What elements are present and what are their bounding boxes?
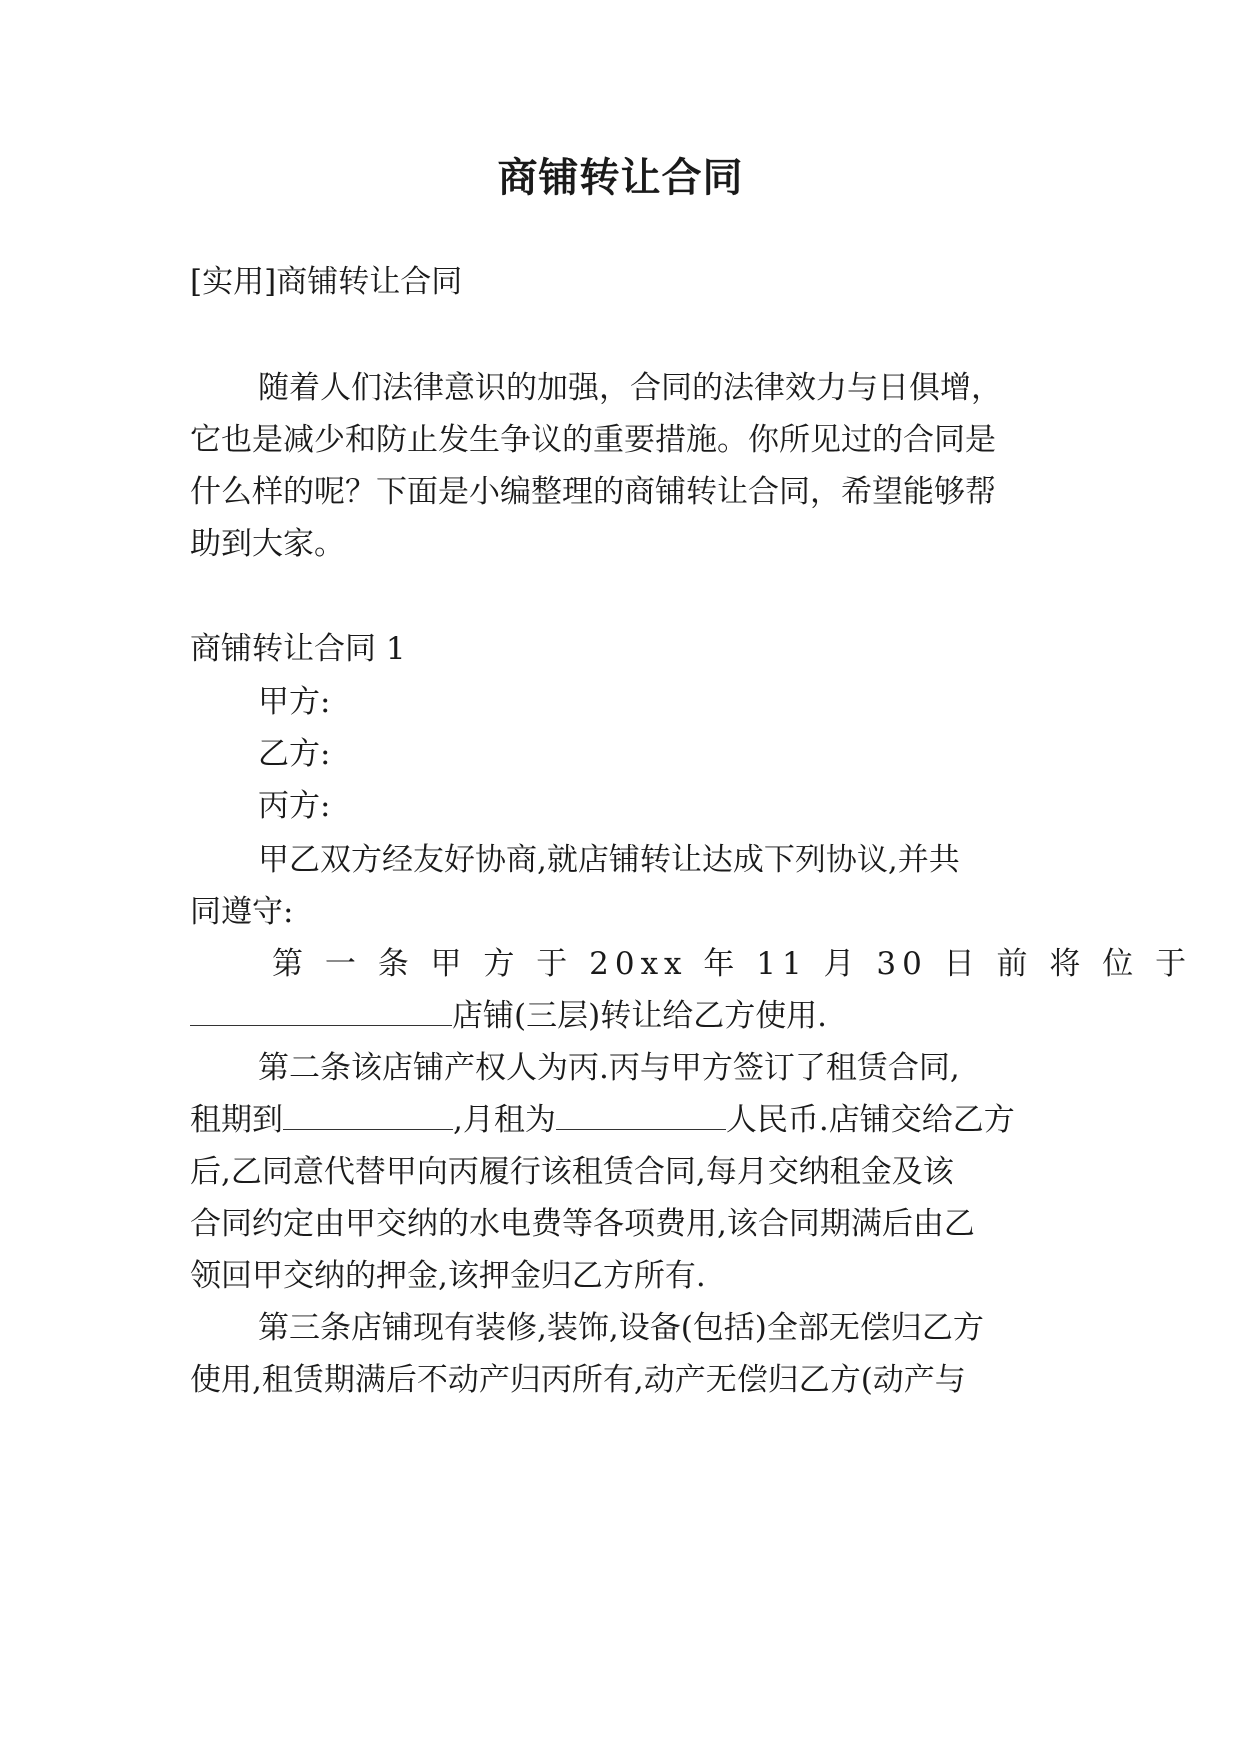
party-b-label: 乙方: [258,736,331,772]
lease-term-label: 租期到 [190,1102,283,1138]
intro-line-2: 它也是减少和防止发生争议的重要措施。你所见过的合同是 [190,422,996,458]
lease-term-blank [283,1099,453,1130]
contract-heading: 商铺转让合同 1 [190,631,406,667]
article-2-line-2 [190,1098,1060,1142]
article-3-line-1: 第三条店铺现有装修,装饰,设备(包括)全部无偿归乙方 [258,1310,984,1346]
article-1-line-1 [272,942,1193,986]
article-2-line-4: 合同约定由甲交纳的水电费等各项费用,该合同期满后由乙 [190,1206,975,1242]
intro-line-4: 助到大家。 [190,526,345,562]
document-title: 商铺转让合同 [497,154,744,201]
currency-text: 人民币.店铺交给乙方 [725,1102,1015,1138]
party-a-label: 甲方: [258,684,331,720]
preamble-line-2: 同遵守: [190,894,294,930]
intro-line-1: 随着人们法律意识的加强，合同的法律效力与日俱增， [258,370,1002,406]
document-subtitle: [实用]商铺转让合同 [190,264,463,300]
intro-line-3: 什么样的呢？下面是小编整理的商铺转让合同，希望能够帮 [190,474,996,510]
article-1-line-2 [190,994,1060,1038]
preamble-line-1: 甲乙双方经友好协商,就店铺转让达成下列协议,并共 [258,842,960,878]
location-blank [190,995,452,1026]
article-2-line-5: 领回甲交纳的押金,该押金归乙方所有. [190,1258,706,1294]
article-2-line-3: 后,乙同意代替甲向丙履行该租赁合同,每月交纳租金及该 [190,1154,954,1190]
party-c-label: 丙方: [258,788,331,824]
article-2-line-1: 第二条该店铺产权人为丙.丙与甲方签订了租赁合同, [258,1050,960,1086]
monthly-rent-blank [556,1099,726,1130]
monthly-rent-label: ,月租为 [453,1102,556,1138]
article-1-location-text: 店铺(三层)转让给乙方使用. [452,998,828,1034]
article-1-text: 第 一 条 甲 方 于 20xx 年 11 月 30 日 前 将 位 于 [272,946,1193,982]
article-3-line-2: 使用,租赁期满后不动产归丙所有,动产无偿归乙方(动产与 [190,1362,966,1398]
